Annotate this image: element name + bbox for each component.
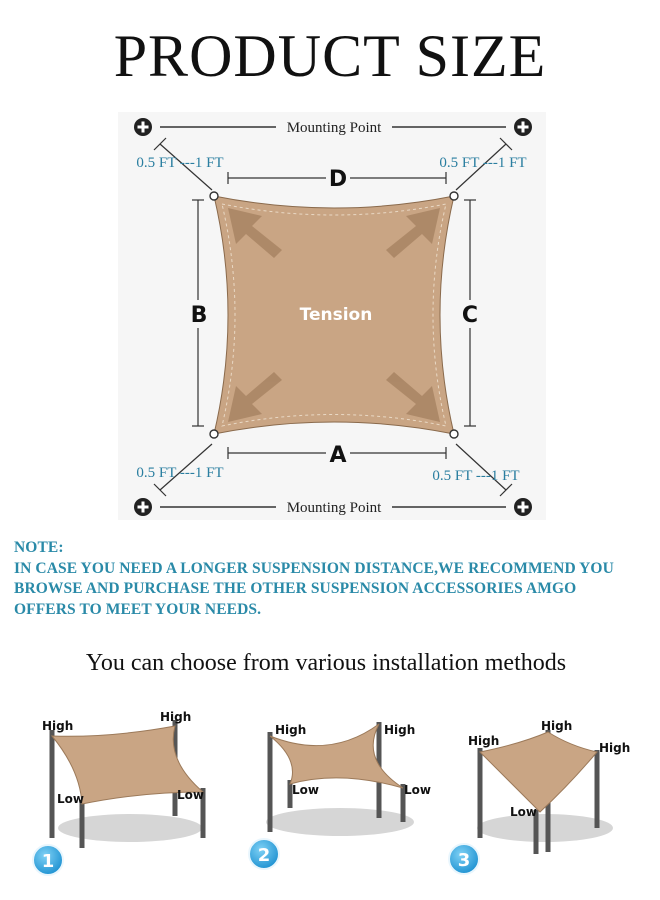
gap-label-top-right: 0.5 FT ---1 FT xyxy=(439,155,527,171)
size-diagram xyxy=(0,100,660,525)
method-2 xyxy=(249,722,431,869)
method-3-label: High xyxy=(541,719,573,733)
mounting-point-label-bottom: Mounting Point xyxy=(286,500,382,516)
methods-subtitle: You can choose from various installation methods xyxy=(85,650,567,676)
method-3-label: High xyxy=(468,734,500,748)
note-block xyxy=(14,538,659,620)
method-2-label: Low xyxy=(404,783,431,797)
installation-methods xyxy=(0,700,660,900)
mount-plus-icon-br xyxy=(514,498,532,516)
mounting-point-label-top: Mounting Point xyxy=(286,120,382,136)
side-label-b: B xyxy=(190,303,208,328)
method-2-number: 2 xyxy=(257,845,271,866)
note-heading: NOTE: xyxy=(14,539,64,556)
method-1-number: 1 xyxy=(41,851,55,872)
note-line: OFFERS TO MEET YOUR NEEDS. xyxy=(14,600,262,618)
gap-label-top-left: 0.5 FT ---1 FT xyxy=(136,155,224,171)
mount-plus-icon-tr xyxy=(514,118,532,136)
page-title: PRODUCT SIZE xyxy=(113,23,547,89)
method-3-number: 3 xyxy=(457,850,471,871)
side-label-c: C xyxy=(461,303,479,328)
method-2-label: Low xyxy=(292,783,319,797)
method-1 xyxy=(33,710,204,875)
gap-label-bottom-right: 0.5 FT ---1 FT xyxy=(432,468,520,484)
mount-plus-icon-bl xyxy=(134,498,152,516)
note-line: BROWSE AND PURCHASE THE OTHER SUSPENSION ACCESSORIES AMGO xyxy=(14,580,577,597)
method-1-label: Low xyxy=(177,788,204,802)
method-1-label: High xyxy=(42,719,74,733)
note-line: IN CASE YOU NEED A LONGER SUSPENSION DISTANCE,WE RECOMMEND YOU xyxy=(14,559,614,577)
method-1-label: Low xyxy=(57,792,84,806)
tension-label: Tension xyxy=(299,305,373,325)
method-3-label: Low xyxy=(510,805,537,819)
method-3 xyxy=(449,719,630,874)
method-2-label: High xyxy=(384,723,416,737)
method-1-label: High xyxy=(160,710,192,724)
side-label-d: D xyxy=(328,167,348,192)
gap-label-bottom-left: 0.5 FT ---1 FT xyxy=(136,465,224,481)
method-3-label: High xyxy=(599,741,631,755)
method-2-label: High xyxy=(275,723,307,737)
side-label-a: A xyxy=(329,443,347,468)
mount-plus-icon-tl xyxy=(134,118,152,136)
